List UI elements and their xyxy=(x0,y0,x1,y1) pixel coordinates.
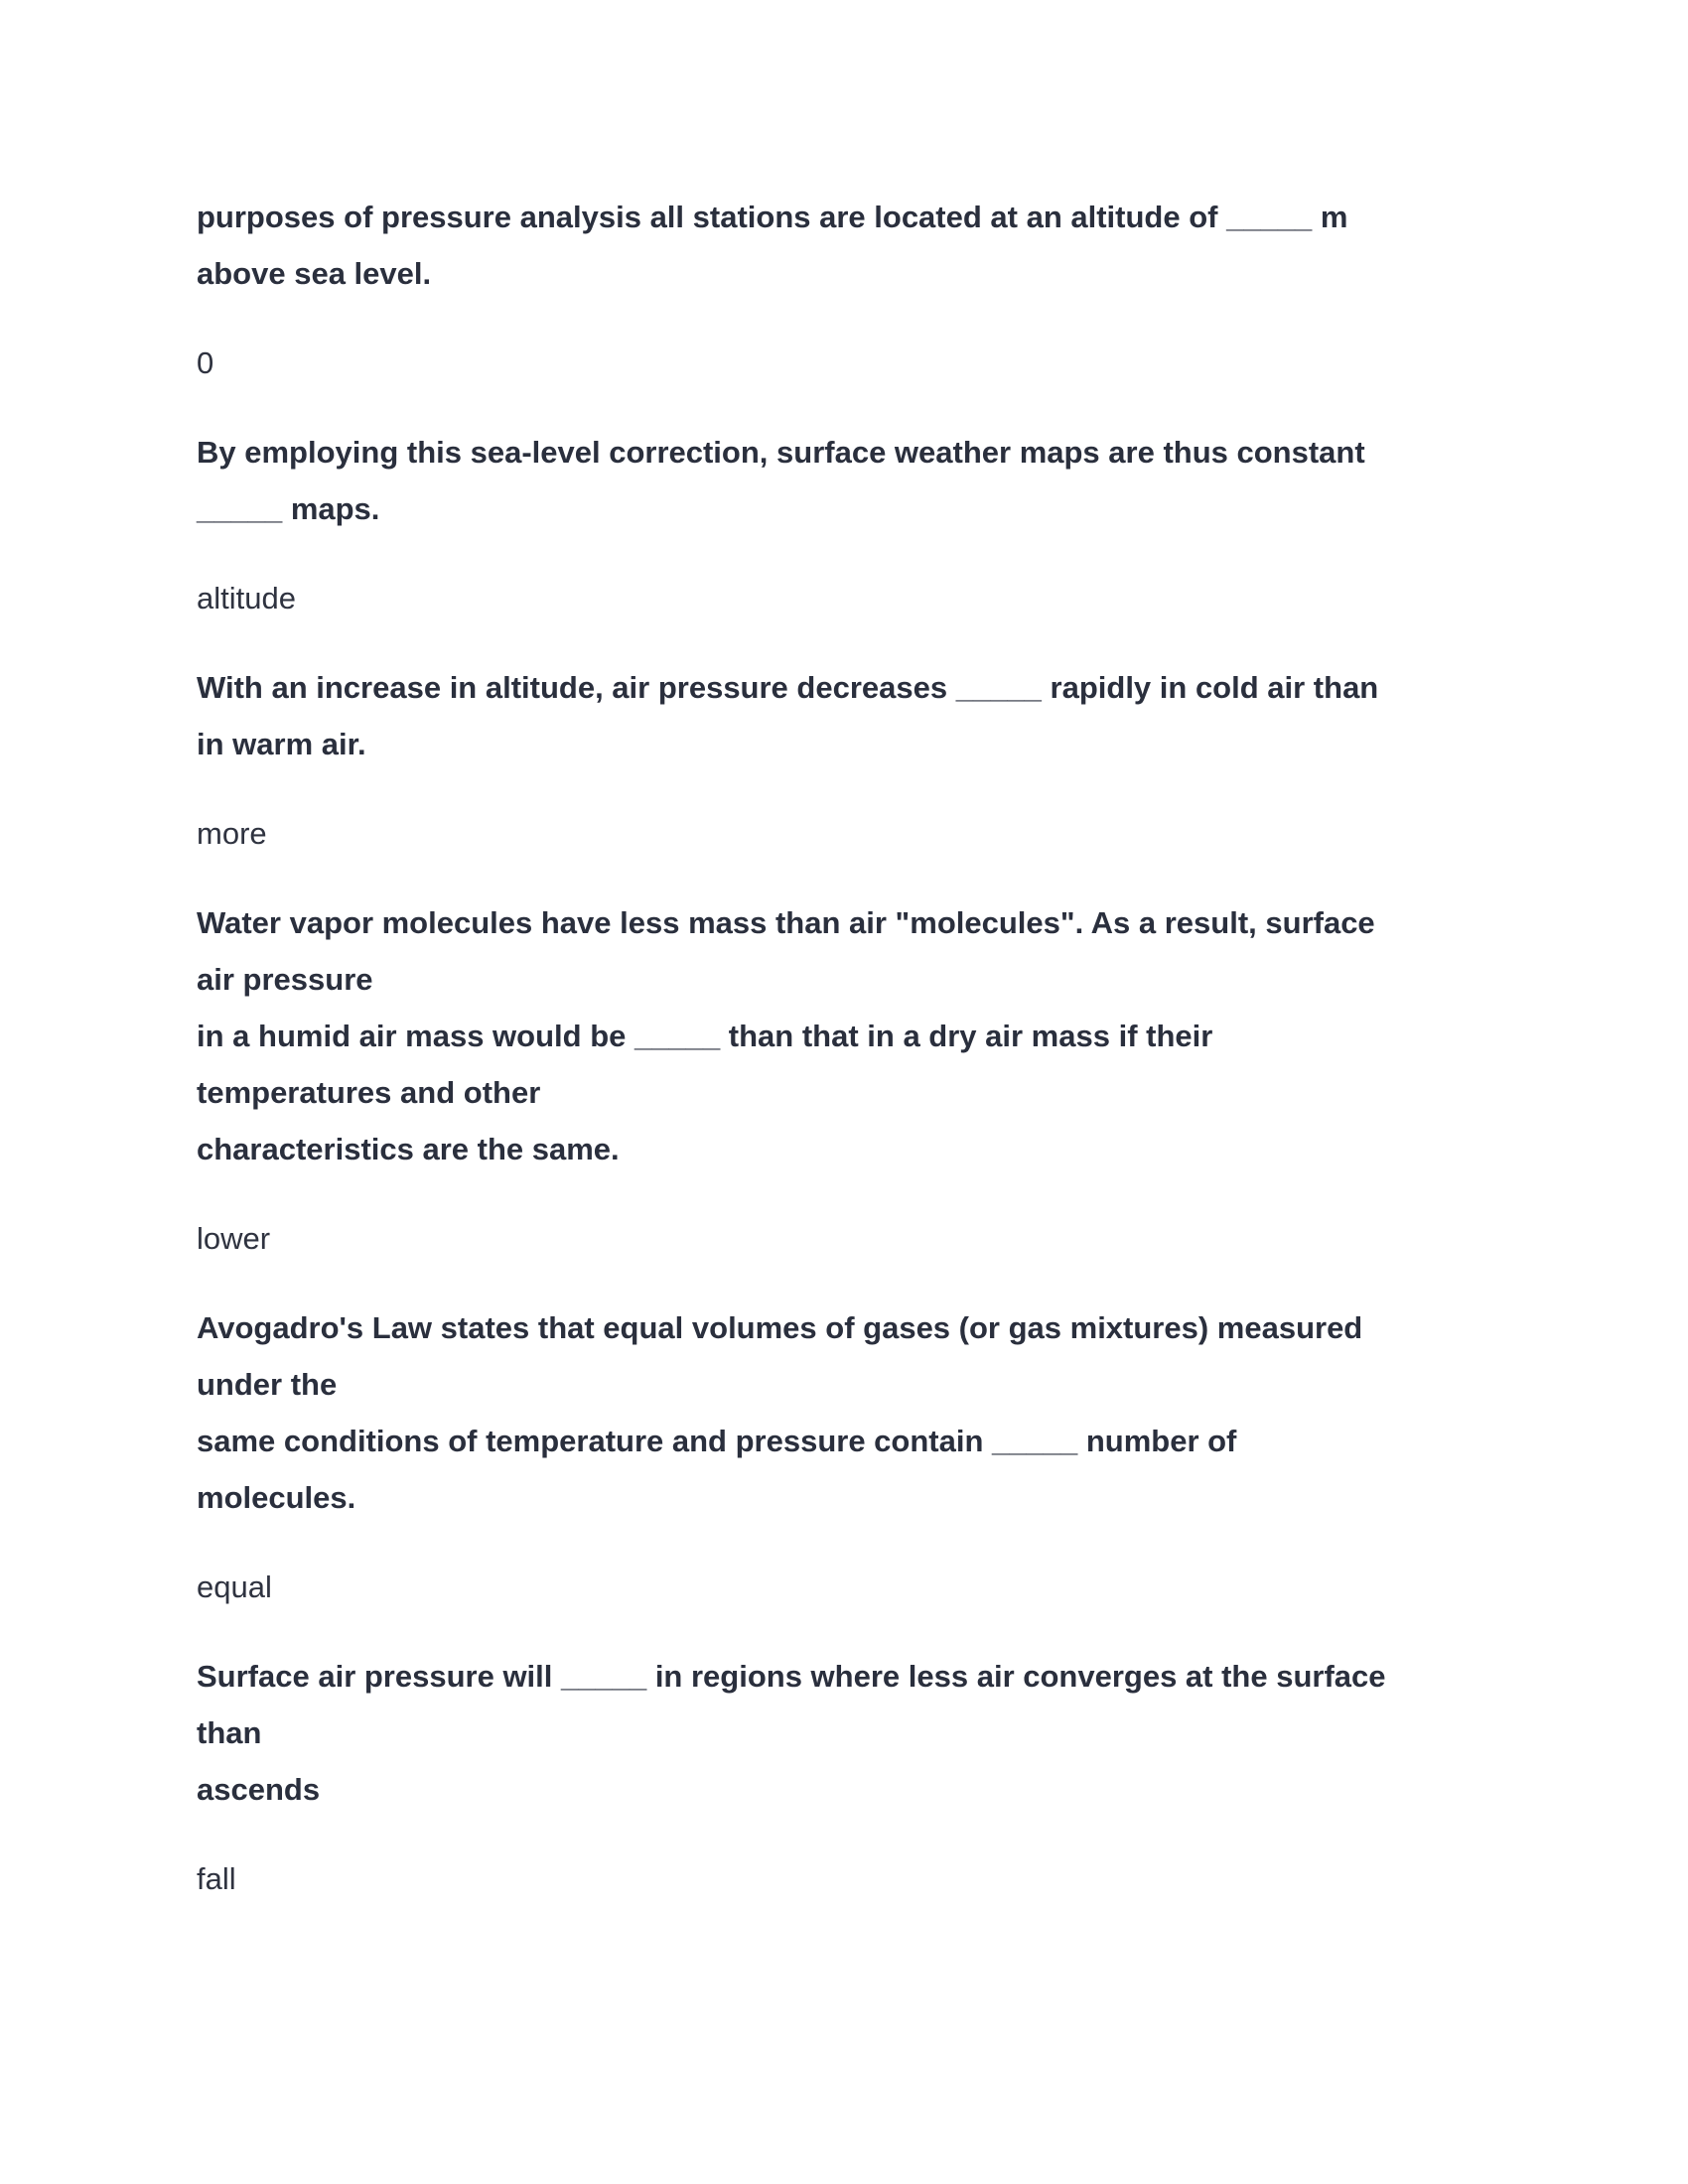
answer xyxy=(197,570,1507,626)
answer xyxy=(197,1850,1507,1907)
question-line: molecules. xyxy=(197,1480,356,1515)
question-line: characteristics are the same. xyxy=(197,1132,620,1166)
answer-text: equal xyxy=(197,1570,272,1604)
document-body xyxy=(197,189,1507,1940)
answer-text: lower xyxy=(197,1221,271,1256)
question-line: Surface air pressure will _____ in regions where less air converges at the surface xyxy=(197,1659,1386,1694)
question xyxy=(197,1648,1507,1818)
answer-text: 0 xyxy=(197,345,214,380)
question-line: temperatures and other xyxy=(197,1075,541,1110)
question-line: By employing this sea-level correction, surface weather maps are thus constant xyxy=(197,435,1365,470)
question-line: air pressure xyxy=(197,962,373,997)
answer xyxy=(197,335,1507,391)
answer-text: altitude xyxy=(197,581,296,615)
question xyxy=(197,894,1507,1177)
question-line: same conditions of temperature and pressure contain _____ number of xyxy=(197,1424,1237,1458)
question-line: above sea level. xyxy=(197,256,432,291)
question-line: than xyxy=(197,1715,262,1750)
question-line: under the xyxy=(197,1367,338,1402)
answer xyxy=(197,805,1507,862)
question-line: in warm air. xyxy=(197,727,366,761)
answer-text: more xyxy=(197,816,267,851)
question-line: ascends xyxy=(197,1772,321,1807)
question xyxy=(197,424,1507,537)
question-line: Avogadro's Law states that equal volumes of gases (or gas mixtures) measured xyxy=(197,1310,1363,1345)
question-line: purposes of pressure analysis all stations are located at an altitude of _____ m xyxy=(197,200,1348,234)
question xyxy=(197,659,1507,772)
answer xyxy=(197,1210,1507,1267)
question xyxy=(197,1299,1507,1526)
question xyxy=(197,189,1507,302)
answer xyxy=(197,1559,1507,1615)
question-line: Water vapor molecules have less mass than air "molecules". As a result, surface xyxy=(197,905,1375,940)
question-line: in a humid air mass would be _____ than that in a dry air mass if their xyxy=(197,1019,1213,1053)
question-line: With an increase in altitude, air pressure decreases _____ rapidly in cold air than xyxy=(197,670,1379,705)
answer-text: fall xyxy=(197,1861,236,1896)
question-line: _____ maps. xyxy=(197,491,380,526)
